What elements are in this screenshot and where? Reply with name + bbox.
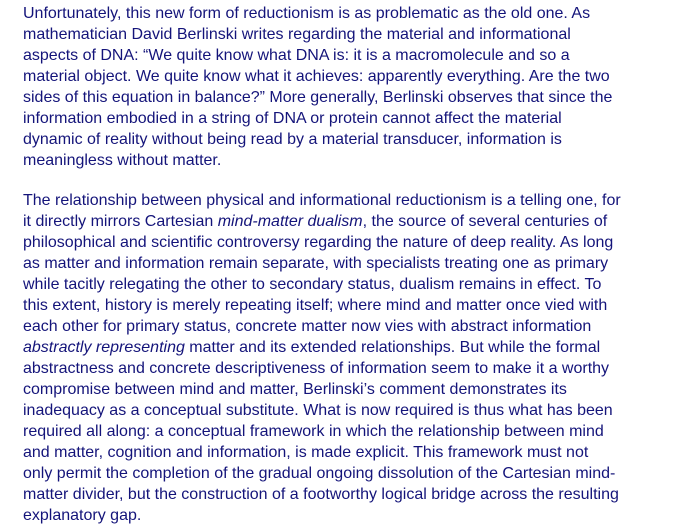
text-line: while tacitly relegating the other to secondary status, dualism remains in effect. To [23, 276, 602, 293]
text-line: inadequacy as a conceptual substitute. What is now required is thus what has been [23, 402, 613, 419]
text-line: meaningless without matter. [23, 152, 222, 169]
emphasis-text: mind-matter dualism [217, 213, 363, 230]
text-line: compromise between mind and matter, Berlinski’s comment demonstrates its [23, 381, 567, 398]
text-line: explanatory gap. [23, 507, 142, 524]
paragraph-1 [23, 3, 612, 171]
text-line: information embodied in a string of DNA or protein cannot affect the material [23, 110, 562, 127]
text-line: aspects of DNA: “We quite know what DNA is: it is a macromolecule and so a [23, 47, 570, 64]
text-line: this extent, history is merely repeating itself; where mind and matter once vied with [23, 297, 608, 314]
text-line: The relationship between physical and informational reductionism is a telling one, for [23, 192, 621, 209]
text-line: philosophical and scientific controversy regarding the nature of deep reality. As long [23, 234, 614, 251]
text-line: mathematician David Berlinski writes regarding the material and informational [23, 26, 571, 43]
text-line: sides of this equation in balance?” More generally, Berlinski observes that since the [23, 89, 613, 106]
text-line: each other for primary status, concrete matter now vies with abstract information [23, 318, 592, 335]
text-line: as matter and information remain separate, with specialists treating one as primary [23, 255, 609, 272]
text-line: matter divider, but the construction of a footworthy logical bridge across the resulting [23, 486, 619, 503]
text-line: material object. We quite know what it achieves: apparently everything. Are the two [23, 68, 610, 85]
text-line: only permit the completion of the gradual ongoing dissolution of the Cartesian mind- [23, 465, 616, 482]
text-line: required all along: a conceptual framework in which the relationship between mind [23, 423, 604, 440]
text-line: abstractly representing matter and its extended relationships. But while the formal [23, 339, 601, 356]
text-line: Unfortunately, this new form of reductionism is as problematic as the old one. As [23, 5, 591, 22]
text-line: and matter, cognition and information, is made explicit. This framework must not [23, 444, 589, 461]
paragraph-2 [23, 190, 621, 526]
emphasis-text: abstractly representing [23, 339, 185, 356]
text-line: dynamic of reality without being read by a material transducer, information is [23, 131, 562, 148]
text-line: abstractness and concrete descriptiveness of information seem to make it a worthy [23, 360, 610, 377]
text-line: it directly mirrors Cartesian mind-matter dualism, the source of several centuries of [23, 213, 608, 230]
